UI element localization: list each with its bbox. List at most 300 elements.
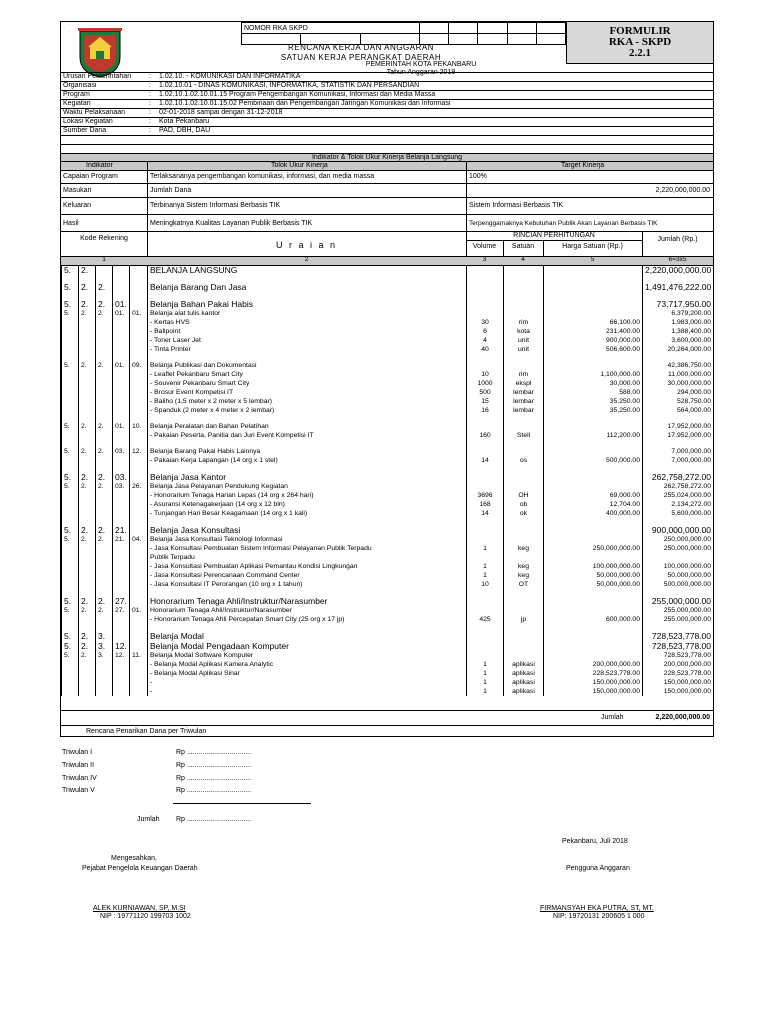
- uraian-cell: - Belanja Modal Aplikasi Sinar: [148, 669, 467, 678]
- uraian-cell: Belanja Peralatan dan Bahan Pelatihan: [148, 422, 467, 431]
- satuan-cell: rim: [504, 370, 544, 379]
- uraian-cell: - Asuransi Ketenagakerjaan (14 org x 12 bln): [148, 500, 467, 509]
- kode-cell: [62, 509, 79, 518]
- indikator-name: Hasil: [63, 220, 79, 227]
- jumlah-cell: 150,000,000.00: [643, 678, 714, 687]
- kode-cell: [62, 379, 79, 388]
- uraian-cell: - Pakaian Peserta, Panitia dan Juri Event Kompetisi IT: [148, 431, 467, 440]
- jumlah-cell: 6,379,200.00: [643, 309, 714, 318]
- satuan-cell: [504, 535, 544, 544]
- harga-cell: 150,000,000.00: [544, 687, 643, 696]
- kode-cell: [79, 562, 96, 571]
- kode-cell: [130, 596, 148, 606]
- kode-cell: 2.: [79, 361, 96, 370]
- formulir-code: 2.2.1: [629, 47, 651, 59]
- jumlah-cell: 250,000,000.00: [643, 544, 714, 553]
- jumlah-cell: 1,491,476,222.00: [643, 282, 714, 292]
- uraian-cell: Honorarium Tenaga Ahli/Instruktur/Narasumber: [148, 596, 467, 606]
- harga-cell: [544, 631, 643, 641]
- kode-cell: [130, 472, 148, 482]
- satuan-cell: jp: [504, 615, 544, 624]
- kode-cell: 10.: [130, 422, 148, 431]
- harga-cell: 35,250.00: [544, 397, 643, 406]
- kode-cell: 5.: [62, 631, 79, 641]
- harga-cell: 50,000,000.00: [544, 571, 643, 580]
- indikator-name: Masukan: [63, 187, 92, 194]
- uraian-cell: - Jasa Konsultasi Pembuatan Aplikasi Pemantau Kondisi Lingkungan: [148, 562, 467, 571]
- kode-cell: [62, 327, 79, 336]
- satuan-cell: [504, 641, 544, 651]
- indikator-tolok: Terlaksananya pengembangan komunikasi, informasi, dan media massa: [150, 173, 375, 180]
- kode-cell: [62, 571, 79, 580]
- kode-cell: [96, 544, 113, 553]
- harga-cell: [544, 361, 643, 370]
- harga-cell: 400,000.00: [544, 509, 643, 518]
- budget-row: [62, 500, 714, 509]
- uraian-cell: Belanja Modal Software Komputer: [148, 651, 467, 660]
- budget-row: [62, 596, 714, 606]
- harga-cell: 588.00: [544, 388, 643, 397]
- harga-cell: 69,000.00: [544, 491, 643, 500]
- kode-cell: [130, 509, 148, 518]
- jumlah-cell: 7,000,000.00: [643, 447, 714, 456]
- budget-row: [62, 265, 714, 275]
- kode-cell: [62, 370, 79, 379]
- harga-cell: [544, 641, 643, 651]
- satuan-cell: aplikasi: [504, 660, 544, 669]
- budget-row: [62, 509, 714, 518]
- kode-cell: [62, 669, 79, 678]
- budget-row: [62, 482, 714, 491]
- uraian-header: U r a i a n: [275, 240, 337, 250]
- budget-row: [62, 406, 714, 415]
- jumlah-cell: 50,000,000.00: [643, 571, 714, 580]
- kode-cell: [79, 379, 96, 388]
- volume-cell: [467, 265, 504, 275]
- volume-header: Volume: [472, 243, 497, 250]
- kode-cell: [130, 660, 148, 669]
- uraian-cell: - Leaflet Pekanbaru Smart City: [148, 370, 467, 379]
- kode-cell: [130, 336, 148, 345]
- triwulan-label: Triwulan I: [62, 749, 93, 756]
- jumlah-cell: 11,000,000.00: [643, 370, 714, 379]
- jumlah-cell: 17,952,000.00: [643, 422, 714, 431]
- satuan-cell: keg: [504, 544, 544, 553]
- government-title: [291, 61, 551, 77]
- budget-row: [62, 361, 714, 370]
- kode-cell: [79, 406, 96, 415]
- spacer-row: [62, 589, 714, 596]
- uraian-cell: - Jasa Konsultasi IT Perorangan (10 org x 1 tahun): [148, 580, 467, 589]
- col-num-1: 1: [102, 256, 106, 263]
- uraian-cell: - Honorarium Tenaga Ahli Percepatan Smart City (25 org x 17 jp): [148, 615, 467, 624]
- kode-cell: [96, 615, 113, 624]
- kode-cell: 5.: [62, 535, 79, 544]
- spacer-row: [62, 624, 714, 631]
- info-value: 1.02.10. - KOMUNIKASI DAN INFORMATIKA: [159, 73, 301, 80]
- kode-cell: [130, 265, 148, 275]
- harga-cell: 900,000.00: [544, 336, 643, 345]
- kode-cell: [113, 327, 130, 336]
- kode-cell: [130, 318, 148, 327]
- budget-row: [62, 562, 714, 571]
- kode-cell: 2.: [79, 641, 96, 651]
- jumlah-cell: 294,000.00: [643, 388, 714, 397]
- kode-cell: [130, 571, 148, 580]
- mengesahkan-label: Mengesahkan,: [111, 855, 157, 862]
- uraian-cell: - Honorarium Tenaga Harian Lepas (14 org x 264 hari): [148, 491, 467, 500]
- satuan-cell: [504, 525, 544, 535]
- satuan-cell: [504, 606, 544, 615]
- spacer-row: [62, 354, 714, 361]
- satuan-cell: Stell: [504, 431, 544, 440]
- kode-cell: 5.: [62, 472, 79, 482]
- kode-cell: [96, 370, 113, 379]
- kode-cell: [113, 544, 130, 553]
- triwulan-amount: Rp .................................: [176, 749, 252, 756]
- kode-cell: [96, 687, 113, 696]
- kode-cell: [113, 456, 130, 465]
- budget-row: [62, 631, 714, 641]
- uraian-cell: - Baliho (1,5 meter x 2 meter x 5 lembar): [148, 397, 467, 406]
- satuan-cell: [504, 265, 544, 275]
- jumlah-cell: 255,000,000.00: [643, 615, 714, 624]
- kode-cell: [113, 678, 130, 687]
- volume-cell: 14: [467, 456, 504, 465]
- kode-cell: 5.: [62, 422, 79, 431]
- kode-cell: [96, 456, 113, 465]
- harga-cell: [544, 447, 643, 456]
- kode-cell: [96, 397, 113, 406]
- kode-cell: [96, 327, 113, 336]
- kode-cell: [96, 660, 113, 669]
- harga-cell: 506,600.00: [544, 345, 643, 354]
- kode-cell: [96, 336, 113, 345]
- kode-cell: [96, 669, 113, 678]
- indikator-target: Sistem Informasi Berbasis TIK: [469, 202, 564, 209]
- budget-row: [62, 345, 714, 354]
- col-num-4: 4: [521, 256, 525, 263]
- harga-cell: [544, 299, 643, 309]
- kode-cell: 01.: [113, 299, 130, 309]
- jumlah-cell: 200,000,000.00: [643, 660, 714, 669]
- kode-cell: [113, 631, 130, 641]
- harga-cell: 50,000,000.00: [544, 580, 643, 589]
- harga-cell: [544, 553, 643, 562]
- budget-row: [62, 525, 714, 535]
- kode-cell: [62, 318, 79, 327]
- kode-cell: [79, 571, 96, 580]
- kode-cell: [96, 345, 113, 354]
- satuan-cell: [504, 309, 544, 318]
- kode-cell: 01.: [113, 361, 130, 370]
- info-value: 1.02.10.1.02.10.01.15.02 Pembinaan dan Pengembangan Jaringan Komunikasi dan Informasi: [159, 100, 451, 107]
- uraian-cell: - Spanduk (2 meter x 4 meter x 2 lembar): [148, 406, 467, 415]
- kode-cell: [96, 265, 113, 275]
- budget-row: [62, 309, 714, 318]
- kode-cell: 2.: [96, 606, 113, 615]
- volume-cell: 160: [467, 431, 504, 440]
- kode-cell: 27.: [113, 606, 130, 615]
- kode-cell: 21.: [113, 525, 130, 535]
- uraian-cell: Belanja Modal: [148, 631, 467, 641]
- kode-cell: [130, 388, 148, 397]
- satuan-cell: lembar: [504, 397, 544, 406]
- satuan-cell: aplikasi: [504, 687, 544, 696]
- kode-cell: 5.: [62, 447, 79, 456]
- jumlah-cell: 728,523,778.00: [643, 631, 714, 641]
- kode-cell: 2.: [79, 482, 96, 491]
- rka-number-label: NOMOR RKA SKPD: [242, 23, 420, 34]
- satuan-cell: kota: [504, 327, 544, 336]
- col-num-5: 5: [590, 256, 595, 263]
- uraian-cell: Publik Terpadu: [148, 553, 467, 562]
- kode-cell: [113, 379, 130, 388]
- volume-cell: [467, 299, 504, 309]
- satuan-cell: OT: [504, 580, 544, 589]
- triwulan-amount: Rp .................................: [176, 787, 252, 794]
- right-signer-nip: NIP: 19720131 200605 1 000: [553, 913, 645, 920]
- kode-cell: [96, 580, 113, 589]
- kode-cell: [113, 345, 130, 354]
- uraian-cell: Belanja Jasa Kantor: [148, 472, 467, 482]
- budget-row: [62, 651, 714, 660]
- harga-cell: 66,100.00: [544, 318, 643, 327]
- triwulan-amount: Rp .................................: [176, 775, 252, 782]
- total-value: 2,220,000,000.00: [655, 714, 710, 721]
- budget-row: [62, 282, 714, 292]
- uraian-cell: Honorarium Tenaga Ahli/Instruktur/Narasumber: [148, 606, 467, 615]
- harga-cell: [544, 525, 643, 535]
- satuan-cell: [504, 361, 544, 370]
- info-value: PAD, DBH, DAU: [159, 127, 211, 134]
- kode-cell: [113, 431, 130, 440]
- kode-cell: 2.: [96, 309, 113, 318]
- kode-cell: 27.: [113, 596, 130, 606]
- indikator-tolok: Meningkatnya Kualitas Layanan Publik Berbasis TIK: [150, 220, 313, 227]
- right-signer-title: Pengguna Anggaran: [566, 865, 630, 872]
- info-label: Lokasi Kegiatan: [63, 118, 113, 125]
- jumlah-cell: 42,386,750.00: [643, 361, 714, 370]
- harga-cell: [544, 422, 643, 431]
- kode-cell: [79, 553, 96, 562]
- kode-cell: [96, 553, 113, 562]
- kode-cell: 3.: [96, 631, 113, 641]
- jumlah-cell: 1,388,400.00: [643, 327, 714, 336]
- kode-cell: [130, 525, 148, 535]
- left-signer-nip: NIP : 19771120 199703 1002: [100, 913, 191, 920]
- jumlah-cell: 255,000,000.00: [643, 596, 714, 606]
- harga-cell: [544, 309, 643, 318]
- budget-row: [62, 299, 714, 309]
- budget-row: [62, 318, 714, 327]
- kode-cell: [113, 388, 130, 397]
- header-target: Target Kinerja: [561, 162, 605, 169]
- kode-cell: [62, 544, 79, 553]
- kode-cell: [113, 282, 130, 292]
- kode-cell: 5.: [62, 641, 79, 651]
- kode-cell: 12.: [130, 447, 148, 456]
- kode-cell: 3.: [96, 651, 113, 660]
- uraian-cell: - Kertas HVS: [148, 318, 467, 327]
- volume-cell: [467, 535, 504, 544]
- volume-cell: 1: [467, 687, 504, 696]
- satuan-cell: [504, 447, 544, 456]
- triwulan-label: Triwulan V: [62, 787, 95, 794]
- kode-cell: [113, 397, 130, 406]
- kode-cell: [96, 500, 113, 509]
- kode-cell: 2.: [79, 472, 96, 482]
- kode-cell: [96, 678, 113, 687]
- kode-cell: [79, 544, 96, 553]
- budget-row: [62, 615, 714, 624]
- budget-row: [62, 678, 714, 687]
- budget-row: [62, 553, 714, 562]
- kode-cell: [79, 327, 96, 336]
- satuan-cell: os: [504, 456, 544, 465]
- kode-cell: 2.: [96, 299, 113, 309]
- budget-table: [61, 265, 714, 696]
- satuan-cell: keg: [504, 562, 544, 571]
- budget-row: [62, 447, 714, 456]
- spacer-row: [62, 415, 714, 422]
- jumlah-cell: 564,000.00: [643, 406, 714, 415]
- kode-cell: 03.: [113, 472, 130, 482]
- jumlah-header: Jumlah (Rp.): [657, 236, 698, 243]
- kode-cell: 2.: [79, 299, 96, 309]
- kode-cell: [79, 500, 96, 509]
- kode-cell: [79, 580, 96, 589]
- title-line-1: RENCANA KERJA DAN ANGGARAN: [288, 43, 434, 52]
- indikator-header: [61, 161, 713, 171]
- kode-cell: 2.: [96, 535, 113, 544]
- volume-cell: [467, 282, 504, 292]
- left-signer-title: Pejabat Pengelola Keuangan Daerah: [82, 865, 198, 872]
- kode-cell: [62, 491, 79, 500]
- volume-cell: 4: [467, 336, 504, 345]
- jumlah-cell: 7,000,000.00: [643, 456, 714, 465]
- kode-cell: 01.: [130, 606, 148, 615]
- kode-cell: 2.: [79, 535, 96, 544]
- harga-cell: [544, 596, 643, 606]
- harga-cell: 30,000.00: [544, 379, 643, 388]
- budget-row: [62, 472, 714, 482]
- uraian-cell: - Jasa Konsultasi Pembuatan Sistem Informasi Pelayanan Publik Terpadu: [148, 544, 467, 553]
- kode-cell: [79, 687, 96, 696]
- kode-cell: [130, 580, 148, 589]
- triwulan-jumlah-amount: Rp .................................: [176, 816, 252, 823]
- kode-cell: [79, 336, 96, 345]
- uraian-cell: Belanja Barang Dan Jasa: [148, 282, 467, 292]
- volume-cell: 15: [467, 397, 504, 406]
- jumlah-cell: 20,264,000.00: [643, 345, 714, 354]
- kode-cell: [113, 491, 130, 500]
- satuan-cell: aplikasi: [504, 669, 544, 678]
- col-num-2: 2: [304, 256, 309, 263]
- volume-cell: [467, 553, 504, 562]
- kode-cell: [62, 553, 79, 562]
- uraian-cell: - Ballpoint: [148, 327, 467, 336]
- kode-cell: [130, 687, 148, 696]
- kode-cell: [62, 456, 79, 465]
- harga-cell: [544, 482, 643, 491]
- total-label: Jumlah: [601, 714, 624, 721]
- budget-row: [62, 641, 714, 651]
- kode-cell: [96, 509, 113, 518]
- kode-cell: [130, 615, 148, 624]
- triwulan-label: Triwulan IV: [62, 775, 97, 782]
- satuan-cell: [504, 482, 544, 491]
- col-num-6: 6=3x5: [668, 256, 687, 263]
- kode-cell: 09.: [130, 361, 148, 370]
- volume-cell: 1: [467, 571, 504, 580]
- kode-cell: 5.: [62, 482, 79, 491]
- kode-cell: [62, 562, 79, 571]
- budget-row: [62, 669, 714, 678]
- kode-cell: [62, 660, 79, 669]
- triwulan-title: Rencana Penarikan Dana per Triwulan: [86, 728, 207, 735]
- volume-cell: [467, 472, 504, 482]
- kode-cell: [79, 660, 96, 669]
- volume-cell: 1: [467, 562, 504, 571]
- kode-cell: [62, 687, 79, 696]
- jumlah-cell: [643, 553, 714, 562]
- kode-cell: [96, 491, 113, 500]
- harga-cell: 100,000,000.00: [544, 562, 643, 571]
- jumlah-cell: 3,600,000.00: [643, 336, 714, 345]
- kode-cell: 5.: [62, 525, 79, 535]
- kode-cell: 5.: [62, 361, 79, 370]
- kode-cell: [62, 397, 79, 406]
- budget-row: [62, 580, 714, 589]
- uraian-cell: - Jasa Konsultasi Perencanaan Command Center: [148, 571, 467, 580]
- satuan-cell: lembar: [504, 406, 544, 415]
- harga-cell: 150,000,000.00: [544, 678, 643, 687]
- kode-cell: 03.: [113, 447, 130, 456]
- rincian-header: RINCIAN PERHITUNGAN: [513, 232, 595, 239]
- kode-cell: 26.: [130, 482, 148, 491]
- kode-cell: [113, 336, 130, 345]
- kode-cell: [130, 500, 148, 509]
- kode-cell: 5.: [62, 606, 79, 615]
- budget-row: [62, 379, 714, 388]
- volume-cell: [467, 447, 504, 456]
- volume-cell: [467, 422, 504, 431]
- kode-cell: [113, 571, 130, 580]
- volume-cell: [467, 482, 504, 491]
- satuan-cell: rim: [504, 318, 544, 327]
- jumlah-cell: 150,000,000.00: [643, 687, 714, 696]
- kode-cell: [130, 553, 148, 562]
- rka-form: NOMOR RKA SKPD FORMULIR RKA - SKPD 2.2.1 RENCANA KERJA DAN ANGGARAN SATUAN KERJA PERANGKAT DAERAH PEMERINTAH KOTA PEKANBARU Tahun Anggaran 2019 Urusan Pemerintahan : 1.02.10. - KOMUNIKASI DAN INFORMATIKA Organisasi : 1.02.10.01 - DINAS KOMUNIKASI, INFORMATIKA, STATISTIK DAN PERSANDIAN Program : 1.02.10.1.02.10.01.15 Program Pengembangan Komunikasi, Informasi dan Media Massa Kegiatan : 1.02.10.1.02.10.01.15.02 Pembinaan dan Pengembangan Jaringan Komunikasi dan Informasi Waktu Pelaksanaan : 02-01-2018 sampai dengan 31-12-2018 Lokasi Kegiatan : Kota Pekanbaru Sumber Dana : PAD, DBH, DAU Indikator & Tolok Ukur Kinerja Belanja Langsung Indikator Tolok Ukur Kinerja Target Kinerja Capaian Program Terlaksananya pengembangan komunikasi, informasi, dan media massa 100% Masukan Jumlah Dana 2,220,000,000.00 Keluaran Terbinanya Sistem Informasi Berbasis TIK Sistem Informasi Berbasis TIK Hasil Meningkatnya Kualitas Layanan Publik Berbasis TIK Terpenggarnaknya Kebutuhan Publik Akan Layanan Berbasis TIK Kode Rekening U r a i a n RINCIAN PERHITUNGAN Volume Satuan Harga Satuan (Rp.) Jumlah (Rp.) 1 2 3 4 5 6=3x5 5. 2. BELANJA LANGSUNG 2,220,000,000.00 5. 2. 2. Belanja Barang Dan Jasa 1,491,476,222.00 5. 2. 2. 01. Belanja Bahan Pakai Habis 73,717,950.00 5. 2. 2. 01. 01. Belanja alat tulis kantor 6,379,200.00 - Kertas HVS 30 rim 66,100.00 1,983,000.00 - Ballpoint 6 kota 231,400.00 1,388,400.00 - Toner Laser Jet 4 unit 900,000.00 3,600,000.00 - Tinta Printer 40 unit 506,600.00 20,264,000.00 5. 2. 2. 01. 09. Belanja Publikasi dan Dokumentasi 42,386,750.00 - Leaflet Pekanbaru Smart City 10 rim 1,100,000.00 11,000,000.00 - Souvenir Pekanbaru Smart City 1000 ekspl 30,000.00 30,000,000.00 - Brosur Event Kompetisi IT 500 lembar 588.00 294,000.00 - Baliho (1,5 meter x 2 meter x 5 lembar) 15 lembar 35,250.00 528,750.00 - Spanduk (2 meter x 4 meter x 2 lembar) 16 lembar 35,250.00 564,000.00 5. 2. 2. 01. 10. Belanja Peralatan dan Bahan Pelatihan 17,952,000.00 - Pakaian Peserta, Panitia dan Juri Event Kompetisi IT 160 Stell 112,200.00 17,952,000.00 5. 2. 2. 03. 12. Belanja Barang Pakai Habis Lainnya 7,000,000.00 - Pakaian Kerja Lapangan (14 org x 1 stel) 14 os 500,000.00 7,000,000.00 5. 2. 2. 03. Belanja Jasa Kantor 262,758,272.00 5. 2. 2. 03. 26. Belanja Jasa Pelayanan Pendukung Kegiatan 262,758,272.00 - Honorarium Tenaga Harian Lepas (14 org x 264 hari) 3696 OH 69,000.00 255,024,000.00 - Asuransi Ketenagakerjaan (14 org x 12 bln) 168 ob 12,704.00 2,134,272.00 - Tunjangan Hari Besar Keagamaan (14 org x 1 kali) 14 ok 400,000.00 5,600,000.00 5. 2. 2. 21. Belanja Jasa Konsultasi 900,000,000.00 5. 2. 2. 21. 04. Belanja Jasa Konsultasi Teknologi Informasi 250,000,000.00 - Jasa Konsultasi Pembuatan Sistem Informasi Pelayanan Publik Terpadu 1 keg 250,000,000.00 250,000,000.00 Publik Terpadu - Jasa Konsultasi Pembuatan Aplikasi Pemantau Kondisi Lingkungan 1 keg 100,000,000.00 100,000,000.00 - Jasa Konsultasi Perencanaan Command Center 1 keg 50,000,000.00 50,000,000.00 - Jasa Konsultasi IT Perorangan (10 org x 1 tahun) 10 OT 50,000,000.00 500,000,000.00 5. 2. 2. 27. Honorarium Tenaga Ahli/Instruktur/Narasumber 255,000,000.00 5. 2. 2. 27. 01. Honorarium Tenaga Ahli/Instruktur/Narasumber 255,000,000.00 - Honorarium Tenaga Ahli Percepatan Smart City (25 org x 17 jp) 425 jp 600,000.00 255,000,000.00 5. 2. 3. Belanja Modal 728,523,778.00 5. 2. 3. 12. Belanja Modal Pengadaan Komputer 728,523,778.00 5. 2. 3. 12. 11. Belanja Modal Software Komputer 728,523,778.00 - Belanja Modal Aplikasi Kamera Analytic 1 aplikasi 200,000,000.00 200,000,000.00 - Belanja Modal Aplikasi Sinar 1 aplikasi 228,523,778.00 228,523,778.00 - 1 aplikasi 150,000,000.00 150,000,000.00 - 1 aplikasi 150,000,000.00 150,000,000.00 Jumlah 2,220,000,000.00 Rencana Penarikan Dana per Triwulan: [60, 21, 714, 737]
- harga-cell: 1,100,000.00: [544, 370, 643, 379]
- volume-cell: [467, 641, 504, 651]
- uraian-cell: - Tinta Printer: [148, 345, 467, 354]
- kode-cell: [96, 318, 113, 327]
- indikator-target: 100%: [469, 173, 487, 180]
- kode-cell: [113, 265, 130, 275]
- volume-cell: 16: [467, 406, 504, 415]
- info-value: 1.02.10.1.02.10.01.15 Program Pengembangan Komunikasi, Informasi dan Media Massa: [159, 91, 436, 98]
- volume-cell: 6: [467, 327, 504, 336]
- harga-header: Harga Satuan (Rp.): [562, 243, 623, 250]
- kode-cell: [79, 678, 96, 687]
- uraian-cell: Belanja Barang Pakai Habis Lainnya: [148, 447, 467, 456]
- kode-cell: [96, 388, 113, 397]
- jumlah-cell: 2,134,272.00: [643, 500, 714, 509]
- jumlah-cell: 2,220,000,000.00: [643, 265, 714, 275]
- harga-cell: 600,000.00: [544, 615, 643, 624]
